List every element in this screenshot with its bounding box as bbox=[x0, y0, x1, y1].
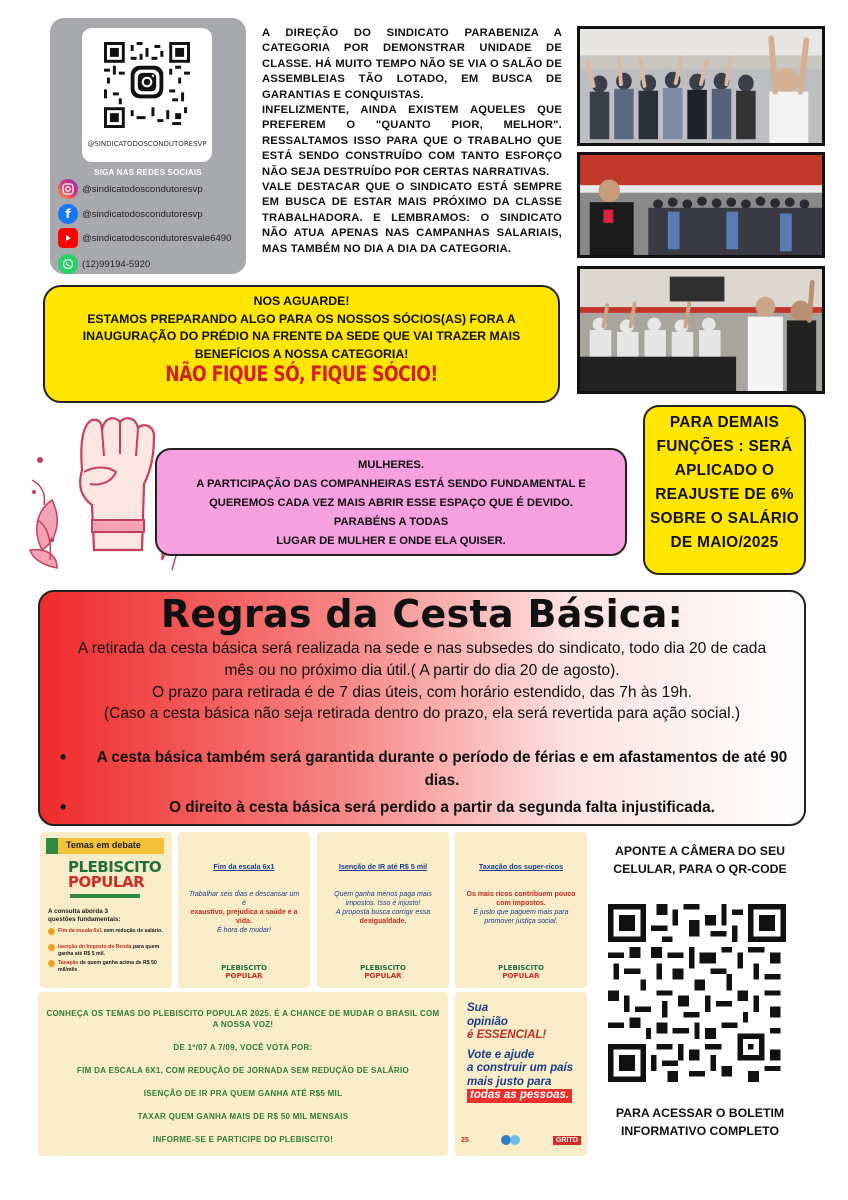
card-body-6x1 bbox=[186, 890, 302, 935]
mini-logo-line-1: PLEBISCITO bbox=[498, 964, 544, 972]
women-message bbox=[155, 448, 627, 556]
card-ir-text-2: A proposta busca corrigir essa bbox=[335, 909, 431, 916]
cesta-basica-rules bbox=[38, 590, 806, 826]
plebiscito-card-taxation bbox=[455, 832, 587, 988]
mini-logo-line-1: PLEBISCITO bbox=[360, 964, 406, 972]
facebook-link[interactable] bbox=[58, 203, 203, 225]
partner-logos bbox=[461, 1132, 581, 1148]
qr-purpose: PARA ACESSAR O BOLETIM INFORMATIVO COMPLETO bbox=[615, 1106, 785, 1138]
pleb1-item-2 bbox=[48, 944, 163, 957]
pleb5-line-4: ISENÇÃO DE IR PRA QUEM GANHA ATÉ R$5 MIL bbox=[143, 1089, 343, 1098]
bulletin-qr-code[interactable] bbox=[608, 904, 786, 1082]
notice-line-3: INAUGURAÇÃO DO PRÉDIO NA FRENTE DA SEDE QUE VAI TRAZER MAIS bbox=[82, 329, 521, 343]
pleb1-item-3 bbox=[48, 960, 163, 973]
youtube-handle: @sindicatodoscondutoresvale6490 bbox=[82, 232, 232, 244]
pleb5-line-5: TAXAR QUEM GANHA MAIS DE R$ 50 MIL MENSAIS bbox=[137, 1112, 349, 1121]
anniversary-logo: 25 bbox=[461, 1136, 469, 1144]
pleb6-line-5: a construir um país bbox=[467, 1062, 574, 1074]
plebiscito-logo-line-1: PLEBISCITO bbox=[68, 858, 162, 876]
logo-underline bbox=[70, 894, 140, 898]
cesta-bullet-1: • A cesta básica também será garantida durante o período de férias e em afastamentos de até 90 dias. bbox=[60, 746, 794, 792]
pleb5-text bbox=[44, 1008, 442, 1156]
social-card bbox=[50, 18, 246, 274]
card-taxation-text-1: Os mais ricos contribuem pouco com impostos. bbox=[466, 891, 576, 907]
assembly-photo-2 bbox=[577, 152, 825, 258]
women-line-3: QUEREMOS CADA VEZ MAIS ABRIR ESSE ESPAÇO QUE É DEVIDO. bbox=[209, 497, 573, 509]
mini-logo-line-2: POPULAR bbox=[364, 972, 402, 980]
pleb1-intro: A consulta aborda 3 questões fundamentais: bbox=[48, 908, 121, 923]
women-line-4: PARABÉNS A TODAS bbox=[333, 516, 449, 528]
card-6x1-text-2: exaustivo, prejudica a saúde e a vida. bbox=[190, 909, 298, 925]
cesta-bullet-2: • O direito à cesta básica será perdido a partir da segunda falta injustificada. bbox=[60, 796, 794, 819]
pleb5-line-2: DE 1º/07 A 7/09, VOCÊ VOTA POR: bbox=[173, 1043, 313, 1052]
pleb5-line-6: INFORME-SE E PARTICIPE DO PLEBISCITO! bbox=[152, 1135, 334, 1144]
topics-tag: Temas em debate bbox=[46, 838, 164, 854]
notice-line-1: NOS AGUARDE! bbox=[253, 294, 350, 308]
pleb6-line-4: Vote e ajude bbox=[467, 1048, 535, 1061]
mini-logo-line-1: PLEBISCITO bbox=[221, 964, 267, 972]
organization-logo bbox=[500, 1133, 522, 1147]
mini-logo-line-2: POPULAR bbox=[225, 972, 263, 980]
youtube-link[interactable] bbox=[58, 227, 231, 249]
cesta-title: Regras da Cesta Básica: bbox=[160, 592, 684, 636]
pleb1-item-3-text: de quem ganha acima de R$ 50 mil/mês bbox=[58, 960, 157, 973]
pleb6-line-1: Sua bbox=[467, 1002, 489, 1014]
card-taxation-text-2: É justo que paguem mais para promover justiça social. bbox=[473, 909, 569, 925]
mini-plebiscito-logo bbox=[317, 964, 449, 980]
follow-title: SIGA NAS REDES SOCIAIS bbox=[94, 168, 202, 177]
assembly-photo-1 bbox=[577, 26, 825, 146]
pleb6-line-3: é ESSENCIAL! bbox=[467, 1029, 547, 1041]
pleb6-text bbox=[467, 1002, 573, 1103]
mini-logo-line-2: POPULAR bbox=[502, 972, 540, 980]
cesta-bullets bbox=[60, 746, 794, 819]
pleb1-item-1-text: sem redução de salário. bbox=[103, 928, 163, 934]
plebiscito-logo bbox=[68, 858, 162, 891]
women-line-2: A PARTICIPAÇÃO DAS COMPANHEIRAS ESTÁ SENDO FUNDAMENTAL E bbox=[196, 478, 586, 490]
main-paragraph-3: VALE DESTACAR QUE O SINDICATO ESTÁ SEMPRE EM BUSCA DE ESTAR MAIS PRÓXIMO DA CLASSE TRABALHADORA. E LEMBRAMOS: O SINDICATO NÃO ATUA APENAS NAS CAMPANHAS SALARIAIS, MAS TAMBÉM NO DIA A DIA DA CATEGORIA. bbox=[262, 181, 562, 255]
main-paragraph-2: INFELIZMENTE, AINDA EXISTEM AQUELES QUE PREFEREM O "QUANTO PIOR, MELHOR". RESSALTAMOS ISSO PARA QUE O TRABALHO QUE ESTÁ SENDO CONSTRUÍDO COM TANTO ESFORÇO NÃO SEJA DESTRUÍDO POR CERTAS NARRATIVAS. bbox=[262, 104, 562, 178]
cesta-line-4: (Caso a cesta básica não seja retirada dentro do prazo, ela será revertida para ação social.) bbox=[103, 705, 741, 723]
qr-handle: @SINDICATODOSCONDUTORESVP bbox=[87, 140, 207, 148]
pleb6-line-7: todas as pessoas. bbox=[467, 1089, 572, 1103]
notice-slogan: NÃO FIQUE SÓ, FIQUE SÓCIO! bbox=[165, 362, 438, 386]
plebiscito-logo-line-2: POPULAR bbox=[68, 873, 145, 891]
plebiscito-topics-card bbox=[40, 832, 172, 988]
pleb6-line-2: opinião bbox=[467, 1015, 508, 1028]
qr-instruction: APONTE A CÂMERA DO SEU CELULAR, PARA O QR-CODE bbox=[613, 844, 787, 876]
instagram-link[interactable] bbox=[58, 178, 203, 200]
cesta-line-3: O prazo para retirada é de 7 dias úteis, com horário estendido, das 7h às 19h. bbox=[151, 683, 693, 701]
side-line-5: SOBRE O SALÁRIO bbox=[649, 510, 799, 527]
instagram-icon bbox=[58, 179, 78, 199]
side-line-3: APLICADO O bbox=[674, 462, 775, 479]
women-line-5: LUGAR DE MULHER E ONDE ELA QUISER. bbox=[276, 535, 506, 547]
card-body-ir bbox=[325, 890, 441, 926]
main-text bbox=[262, 26, 562, 257]
whatsapp-number: (12)99194-5920 bbox=[82, 258, 151, 270]
pleb1-item-3-highlight: Taxação bbox=[58, 960, 79, 966]
instagram-qr-code[interactable] bbox=[104, 42, 190, 128]
youtube-icon bbox=[58, 228, 78, 248]
cesta-body bbox=[48, 638, 796, 725]
assembly-photo-3 bbox=[577, 266, 825, 394]
card-6x1-text-1: Trabalhar seis dias e descansar um é bbox=[188, 891, 300, 907]
salary-adjustment-notice bbox=[643, 405, 806, 575]
pleb5-line-3: FIM DA ESCALA 6X1, COM REDUÇÃO DE JORNADA SEM REDUÇÃO DE SALÁRIO bbox=[76, 1066, 410, 1075]
pleb5-line-1: CONHEÇA OS TEMAS DO PLEBISCITO POPULAR 2025. É A CHANCE DE MUDAR O BRASIL COM A NOSSA VOZ! bbox=[46, 1009, 440, 1029]
notice-line-4: BENEFÍCIOS A NOSSA CATEGORIA! bbox=[194, 346, 409, 361]
whatsapp-link[interactable] bbox=[58, 253, 150, 275]
plebiscito-card-ir bbox=[317, 832, 449, 988]
notice-line-2: ESTAMOS PREPARANDO ALGO PARA OS NOSSOS SÓCIOS(AS) FORA A bbox=[87, 311, 516, 326]
pleb1-item-2-text: para quem ganha até R$ 5 mil. bbox=[58, 944, 160, 957]
instagram-handle: @sindicatodoscondutoresvp bbox=[82, 183, 203, 195]
card-ir-text-3: desigualdade. bbox=[359, 918, 407, 925]
pleb1-item-1-highlight: Fim da escala 6x1 bbox=[58, 928, 103, 934]
pleb1-item-1 bbox=[48, 928, 163, 935]
cesta-line-1: A retirada da cesta básica será realizada na sede e nas subsedes do sindicato, todo dia 20 de cada bbox=[77, 640, 767, 657]
card-body-taxation bbox=[463, 890, 579, 926]
whatsapp-icon bbox=[58, 254, 78, 274]
side-line-2: FUNÇÕES : SERÁ bbox=[656, 438, 793, 455]
side-line-6: DE MAIO/2025 bbox=[670, 534, 779, 551]
pleb1-item-2-highlight: Isenção do Imposto de Renda bbox=[58, 944, 132, 950]
pleb6-line-6: mais justo para bbox=[467, 1075, 552, 1088]
mini-plebiscito-logo bbox=[455, 964, 587, 980]
card-title-ir: Isenção de IR até R$ 5 mil bbox=[338, 862, 428, 871]
card-title-taxation: Taxação dos super-ricos bbox=[478, 862, 564, 871]
facebook-handle: @sindicatodoscondutoresvp bbox=[82, 208, 203, 220]
side-line-4: REAJUSTE DE 6% bbox=[655, 486, 794, 503]
members-notice bbox=[43, 285, 560, 403]
mini-plebiscito-logo bbox=[178, 964, 310, 980]
plebiscito-card-6x1 bbox=[178, 832, 310, 988]
instagram-qr-card bbox=[82, 28, 212, 162]
card-6x1-text-3: É hora de mudar! bbox=[216, 927, 272, 934]
plebiscito-info-panel bbox=[38, 992, 448, 1156]
cesta-line-2: mês ou no próximo dia útil.( A partir do dia 20 de agosto). bbox=[224, 661, 620, 679]
side-line-1: PARA DEMAIS bbox=[669, 414, 780, 431]
main-paragraph-1: A DIREÇÃO DO SINDICATO PARABENIZA A CATEGORIA POR DEMONSTRAR UNIDADE DE CLASSE. HÁ MUITO TEMPO NÃO SE VIA O SALÃO DE ASSEMBLEIAS TÃO LOTADO, EM BUSCA DE GARANTIAS E CONQUISTAS. bbox=[262, 27, 562, 101]
card-ir-text-1: Quem ganha menos paga mais impostos. Isso é injusto! bbox=[334, 891, 432, 907]
grito-logo: GRITO bbox=[553, 1136, 581, 1145]
card-title-6x1: Fim da escala 6x1 bbox=[213, 862, 275, 871]
facebook-icon: f bbox=[58, 204, 78, 224]
women-line-1: MULHERES. bbox=[358, 459, 424, 471]
plebiscito-vote-card bbox=[455, 992, 587, 1156]
